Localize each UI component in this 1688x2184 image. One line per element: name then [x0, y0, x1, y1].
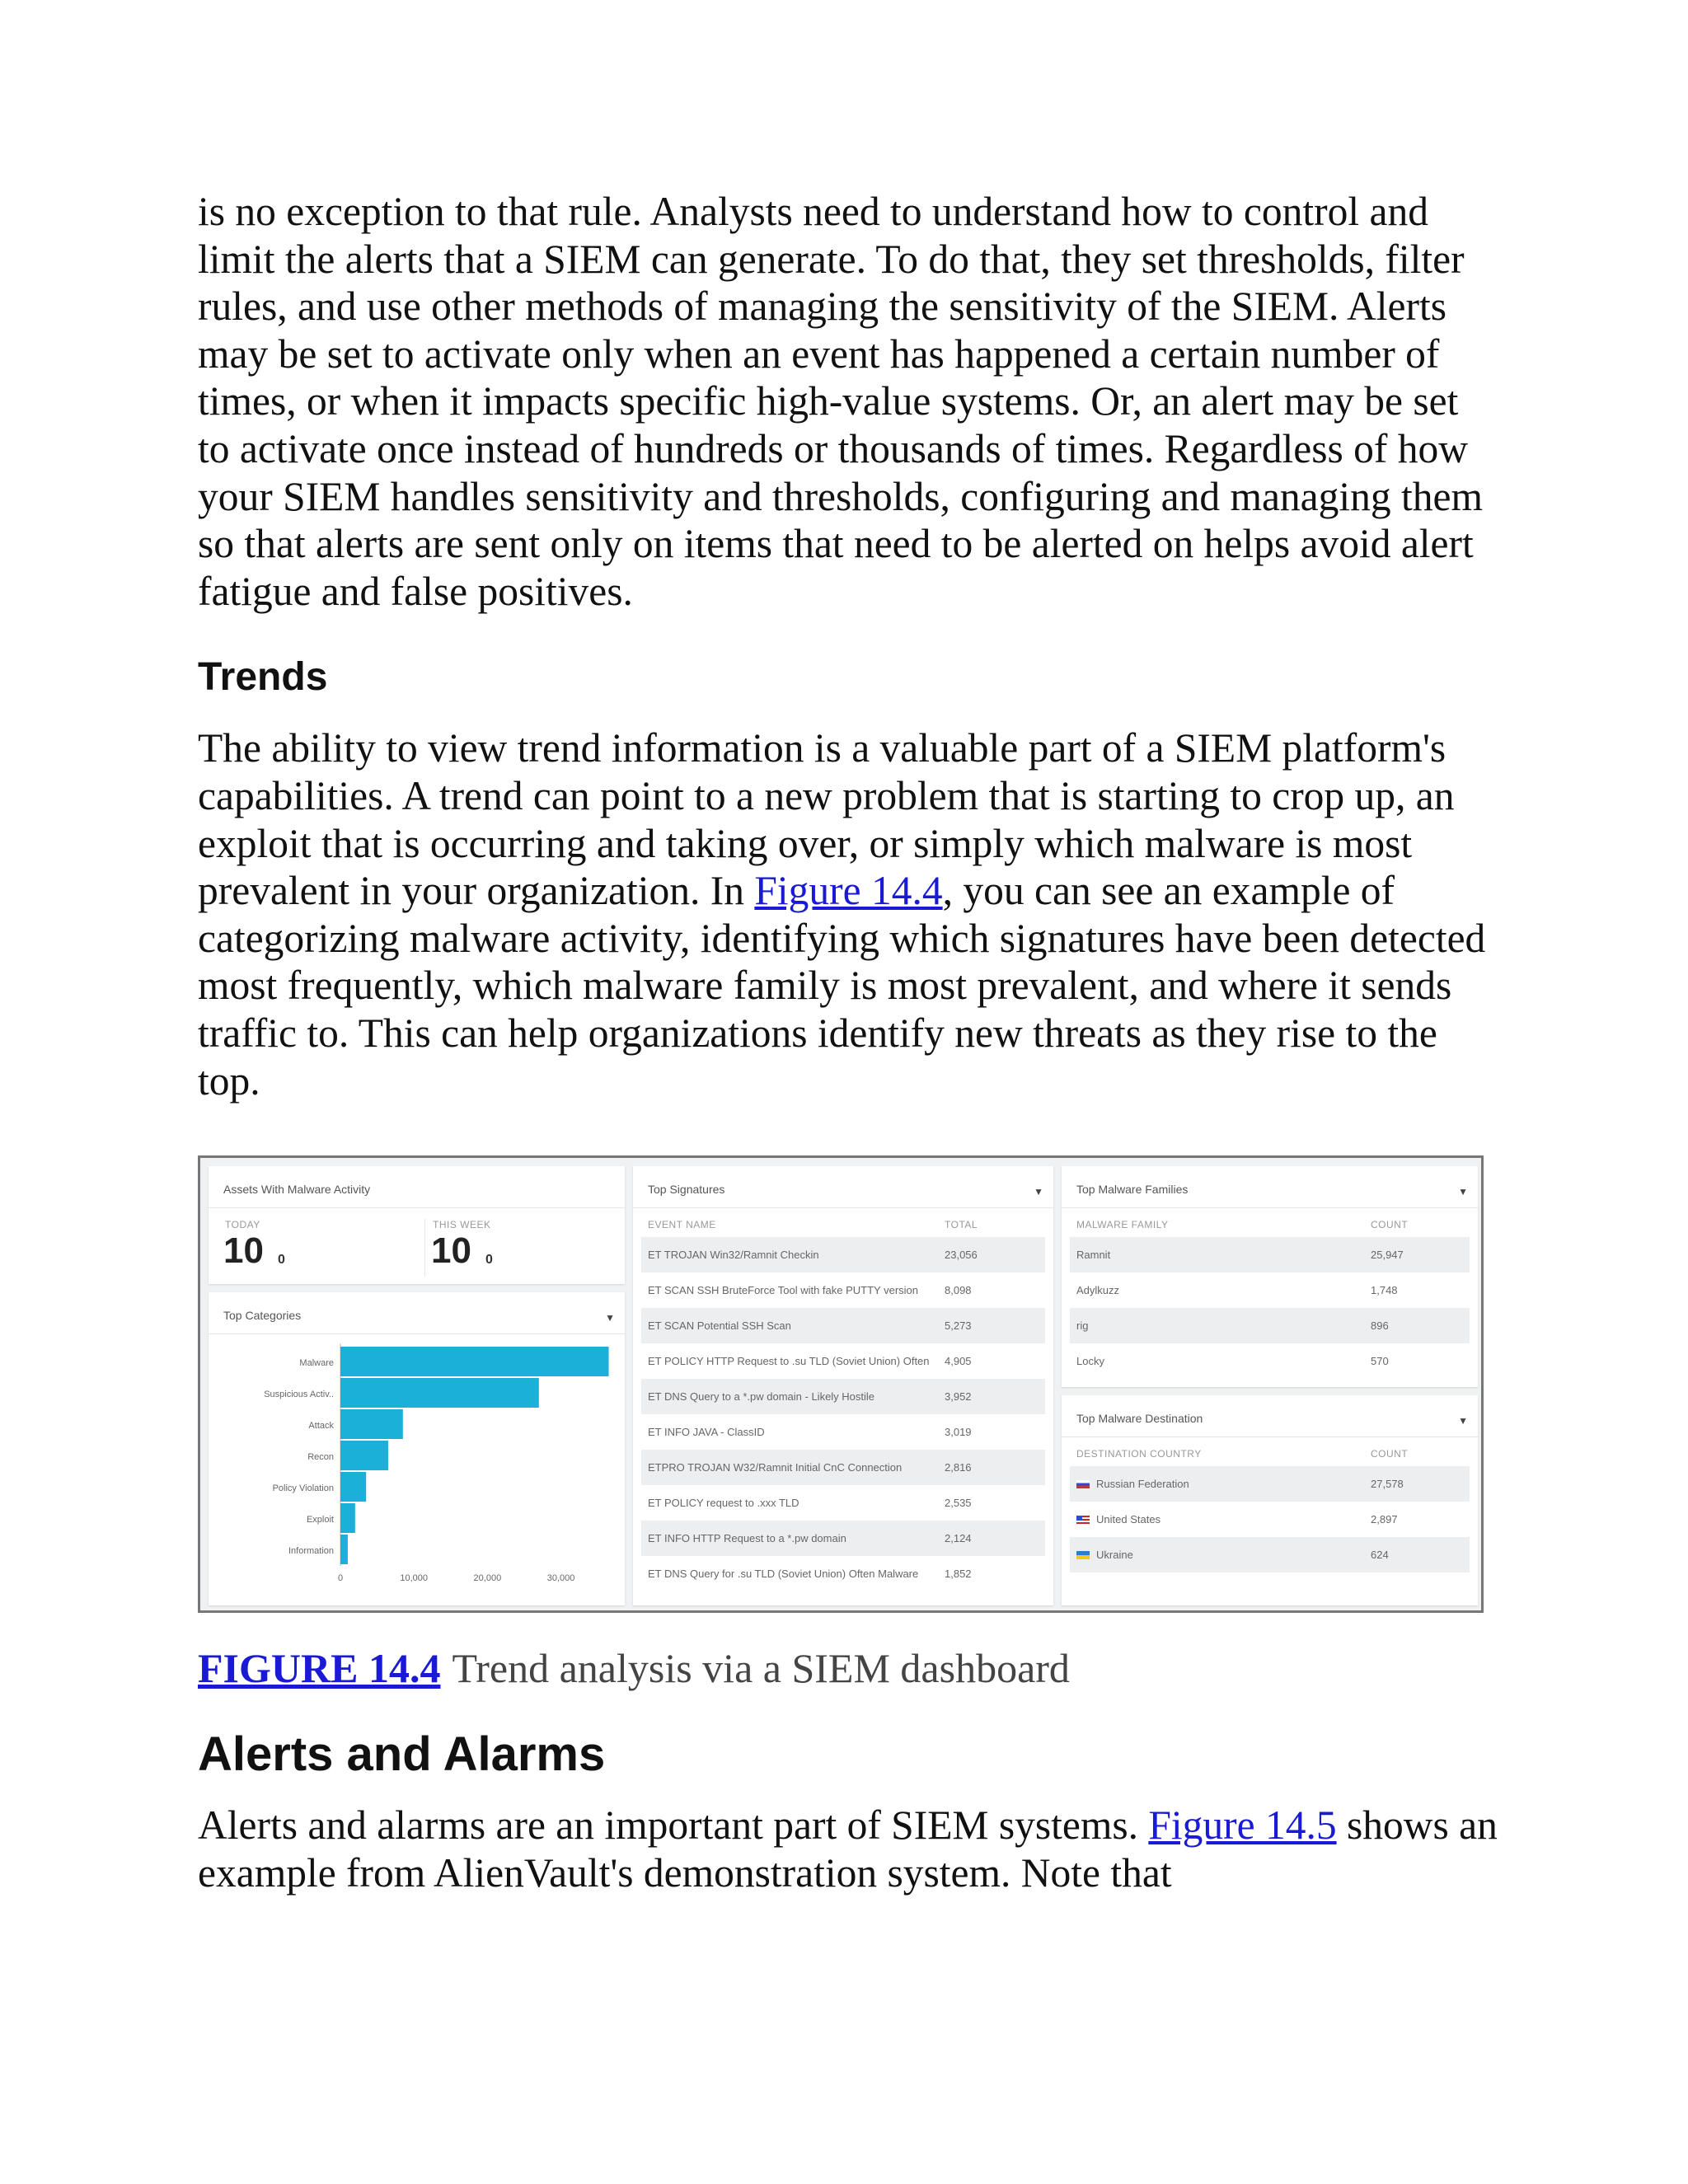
table-row[interactable]	[1070, 1502, 1470, 1537]
row-name-text: United States	[1096, 1513, 1161, 1526]
row-value: 1,748	[1371, 1284, 1398, 1297]
row-name	[1076, 1355, 1361, 1367]
category-label: Exploit	[306, 1515, 334, 1526]
page-content	[198, 188, 1500, 1896]
flag-ua-icon	[1076, 1551, 1090, 1559]
row-value: 23,056	[945, 1249, 978, 1262]
row-name	[1076, 1284, 1361, 1296]
row-value: 5,273	[945, 1319, 972, 1333]
row-value: 27,578	[1371, 1478, 1404, 1491]
category-label: Policy Violation	[272, 1483, 334, 1494]
row-name-text: Adylkuzz	[1076, 1284, 1120, 1297]
row-value: 570	[1371, 1355, 1389, 1368]
row-value: 896	[1371, 1319, 1389, 1333]
category-label: Malware	[299, 1358, 334, 1369]
row-name	[648, 1568, 935, 1580]
table-row[interactable]	[1070, 1272, 1470, 1308]
row-name-text: ETPRO TROJAN W32/Ramnit Initial CnC Connection	[648, 1461, 903, 1474]
figure-14-4-link[interactable]: Figure 14.4	[754, 868, 943, 914]
top-categories-chart	[209, 1333, 625, 1605]
row-name	[648, 1355, 935, 1367]
row-name	[648, 1532, 935, 1544]
paragraph-alerts-text: Alerts and alarms are an important part of SIEM systems.	[198, 1802, 1149, 1849]
row-name	[1076, 1513, 1361, 1526]
x-tick-label: 30,000	[546, 1573, 575, 1584]
row-name-text: ET DNS Query to a *.pw domain - Likely Hostile	[648, 1390, 875, 1404]
row-value: 2,816	[945, 1461, 972, 1474]
bar-recon[interactable]	[340, 1441, 388, 1470]
table-row[interactable]	[641, 1272, 1045, 1308]
table-row[interactable]	[641, 1237, 1045, 1272]
paragraph-trends-text-2: , you can see an example of categorizing malware activity, identifying which signatures have been detected most frequently, which malware family is most prevalent, and where it sends traffic to. This can help organizations identify new threats as they rise to the top.	[198, 868, 1486, 1104]
row-name	[648, 1319, 935, 1332]
table-row[interactable]	[641, 1379, 1045, 1414]
paragraph-trends-text: The ability to view trend information is a valuable part of a SIEM platform's capabilities. A trend can point to a new problem that is starting to crop up, an exploit that is occurring and taking over, or simply which malware is most prevalent in your organization. In	[198, 725, 1455, 914]
row-value: 2,535	[945, 1497, 972, 1510]
bar-attack[interactable]	[340, 1409, 403, 1439]
top-signatures-panel	[633, 1166, 1053, 1605]
row-name-text: ET TROJAN Win32/Ramnit Checkin	[648, 1249, 819, 1262]
divider	[424, 1219, 425, 1277]
figure-caption-text: Trend analysis via a SIEM dashboard	[452, 1645, 1070, 1692]
assets-panel-title: Assets With Malware Activity	[223, 1183, 371, 1197]
row-name-text: ET DNS Query for .su TLD (Soviet Union) Often Malware	[648, 1568, 919, 1581]
x-tick-label: 0	[337, 1573, 344, 1584]
column-header-destination-country: DESTINATION COUNTRY	[1076, 1448, 1202, 1460]
row-name	[648, 1426, 935, 1438]
bar-malware[interactable]	[340, 1347, 609, 1376]
column-header-total: TOTAL	[945, 1219, 978, 1231]
this-week-label: THIS WEEK	[433, 1219, 491, 1231]
heading-alerts-and-alarms: Alerts and Alarms	[198, 1727, 606, 1782]
row-name	[1076, 1319, 1361, 1332]
filter-icon[interactable]: ▼	[1458, 1415, 1468, 1427]
row-value: 3,019	[945, 1426, 972, 1439]
row-name	[1076, 1249, 1361, 1261]
bar-exploit[interactable]	[340, 1503, 355, 1533]
table-row[interactable]	[1070, 1537, 1470, 1572]
figure-14-5-link[interactable]: Figure 14.5	[1148, 1802, 1337, 1849]
paragraph-intro: is no exception to that rule. Analysts need to understand how to control and limit the alerts that a SIEM can generate. To do that, they set thresholds, filter rules, and use other methods of managing the sensitivity of the SIEM. Alerts may be set to activate only when an event has happened a certain number of times, or when it impacts specific high-value systems. Or, an alert may be set to activate once instead of hundreds or thousands of times. Regardless of how your SIEM handles sensitivity and thresholds, configuring and managing them so that alerts are sent only on items that need to be alerted on helps avoid alert fatigue and false positives.	[198, 189, 1484, 614]
top-destination-title: Top Malware Destination	[1076, 1412, 1203, 1426]
filter-icon[interactable]: ▼	[605, 1312, 615, 1324]
row-name-text: ET POLICY request to .xxx TLD	[648, 1497, 799, 1510]
column-header-count: COUNT	[1371, 1219, 1409, 1231]
bar-suspicious-activ-[interactable]	[340, 1378, 539, 1408]
this-week-value: 10	[431, 1230, 471, 1272]
row-name	[648, 1497, 935, 1509]
column-header-event-name: EVENT NAME	[648, 1219, 716, 1231]
row-value: 624	[1371, 1549, 1389, 1562]
row-name	[648, 1249, 935, 1261]
row-name-text: Locky	[1076, 1355, 1104, 1368]
table-row[interactable]	[641, 1450, 1045, 1485]
row-name-text: rig	[1076, 1319, 1089, 1333]
filter-icon[interactable]: ▼	[1034, 1186, 1043, 1198]
category-label: Information	[288, 1546, 334, 1557]
row-name-text: Russian Federation	[1096, 1478, 1189, 1491]
row-name-text: ET INFO HTTP Request to a *.pw domain	[648, 1532, 846, 1545]
today-value: 10	[223, 1230, 264, 1272]
row-name	[648, 1284, 935, 1296]
assets-panel	[209, 1166, 625, 1284]
top-categories-title: Top Categories	[223, 1309, 302, 1323]
row-name	[1076, 1478, 1361, 1490]
table-row[interactable]	[1070, 1343, 1470, 1379]
row-value: 1,852	[945, 1568, 972, 1581]
this-week-sub-value: 0	[485, 1253, 493, 1268]
divider	[209, 1207, 625, 1208]
top-families-panel	[1062, 1166, 1478, 1387]
table-row[interactable]	[641, 1343, 1045, 1379]
row-name-text: ET SCAN SSH BruteForce Tool with fake PUTTY version	[648, 1284, 919, 1297]
column-header-malware-family: MALWARE FAMILY	[1076, 1219, 1169, 1231]
row-name-text: Ramnit	[1076, 1249, 1111, 1262]
heading-trends: Trends	[198, 655, 328, 700]
column-header-count: COUNT	[1371, 1448, 1409, 1460]
table-row[interactable]	[641, 1521, 1045, 1556]
row-value: 2,897	[1371, 1513, 1398, 1526]
flag-ru-icon	[1076, 1480, 1090, 1488]
table-row[interactable]	[641, 1556, 1045, 1591]
row-name-text: ET POLICY HTTP Request to .su TLD (Soviet Union) Often	[648, 1355, 930, 1368]
row-name	[1076, 1549, 1361, 1561]
top-destination-panel	[1062, 1395, 1478, 1605]
row-value: 4,905	[945, 1355, 972, 1368]
row-value: 8,098	[945, 1284, 972, 1297]
top-categories-panel	[209, 1292, 625, 1605]
bar-information[interactable]	[340, 1535, 348, 1564]
figure-label-link[interactable]: FIGURE 14.4	[198, 1645, 441, 1692]
divider	[1062, 1436, 1478, 1437]
bar-policy-violation[interactable]	[340, 1472, 366, 1502]
figure-caption	[198, 1644, 1500, 1692]
paragraph-trends	[198, 724, 1500, 1104]
category-label: Attack	[308, 1421, 334, 1432]
top-signatures-title: Top Signatures	[648, 1183, 725, 1197]
table-row[interactable]	[641, 1414, 1045, 1450]
table-row[interactable]	[1070, 1466, 1470, 1502]
divider	[633, 1207, 1053, 1208]
divider	[1062, 1207, 1478, 1208]
row-name-text: Ukraine	[1096, 1549, 1133, 1562]
siem-dashboard-figure	[198, 1155, 1484, 1613]
row-value: 3,952	[945, 1390, 972, 1404]
x-tick-label: 10,000	[400, 1573, 429, 1584]
row-name	[648, 1461, 935, 1474]
row-name-text: ET SCAN Potential SSH Scan	[648, 1319, 791, 1333]
top-families-title: Top Malware Families	[1076, 1183, 1189, 1197]
flag-us-icon	[1076, 1516, 1090, 1524]
filter-icon[interactable]: ▼	[1458, 1186, 1468, 1198]
category-label: Recon	[307, 1452, 334, 1463]
row-name-text: ET INFO JAVA - ClassID	[648, 1426, 765, 1439]
today-label: TODAY	[225, 1219, 260, 1231]
table-row[interactable]	[641, 1485, 1045, 1521]
table-row[interactable]	[1070, 1308, 1470, 1343]
row-value: 25,947	[1371, 1249, 1404, 1262]
x-tick-label: 20,000	[473, 1573, 502, 1584]
category-label: Suspicious Activ..	[264, 1390, 334, 1400]
paragraph-alerts	[198, 1802, 1500, 1896]
row-value: 2,124	[945, 1532, 972, 1545]
row-name	[648, 1390, 935, 1403]
paragraph-alerts-text-2: shows an example from AlienVault's demonstration system. Note that	[198, 1802, 1498, 1896]
today-sub-value: 0	[278, 1253, 285, 1268]
table-row[interactable]	[1070, 1237, 1470, 1272]
table-row[interactable]	[641, 1308, 1045, 1343]
